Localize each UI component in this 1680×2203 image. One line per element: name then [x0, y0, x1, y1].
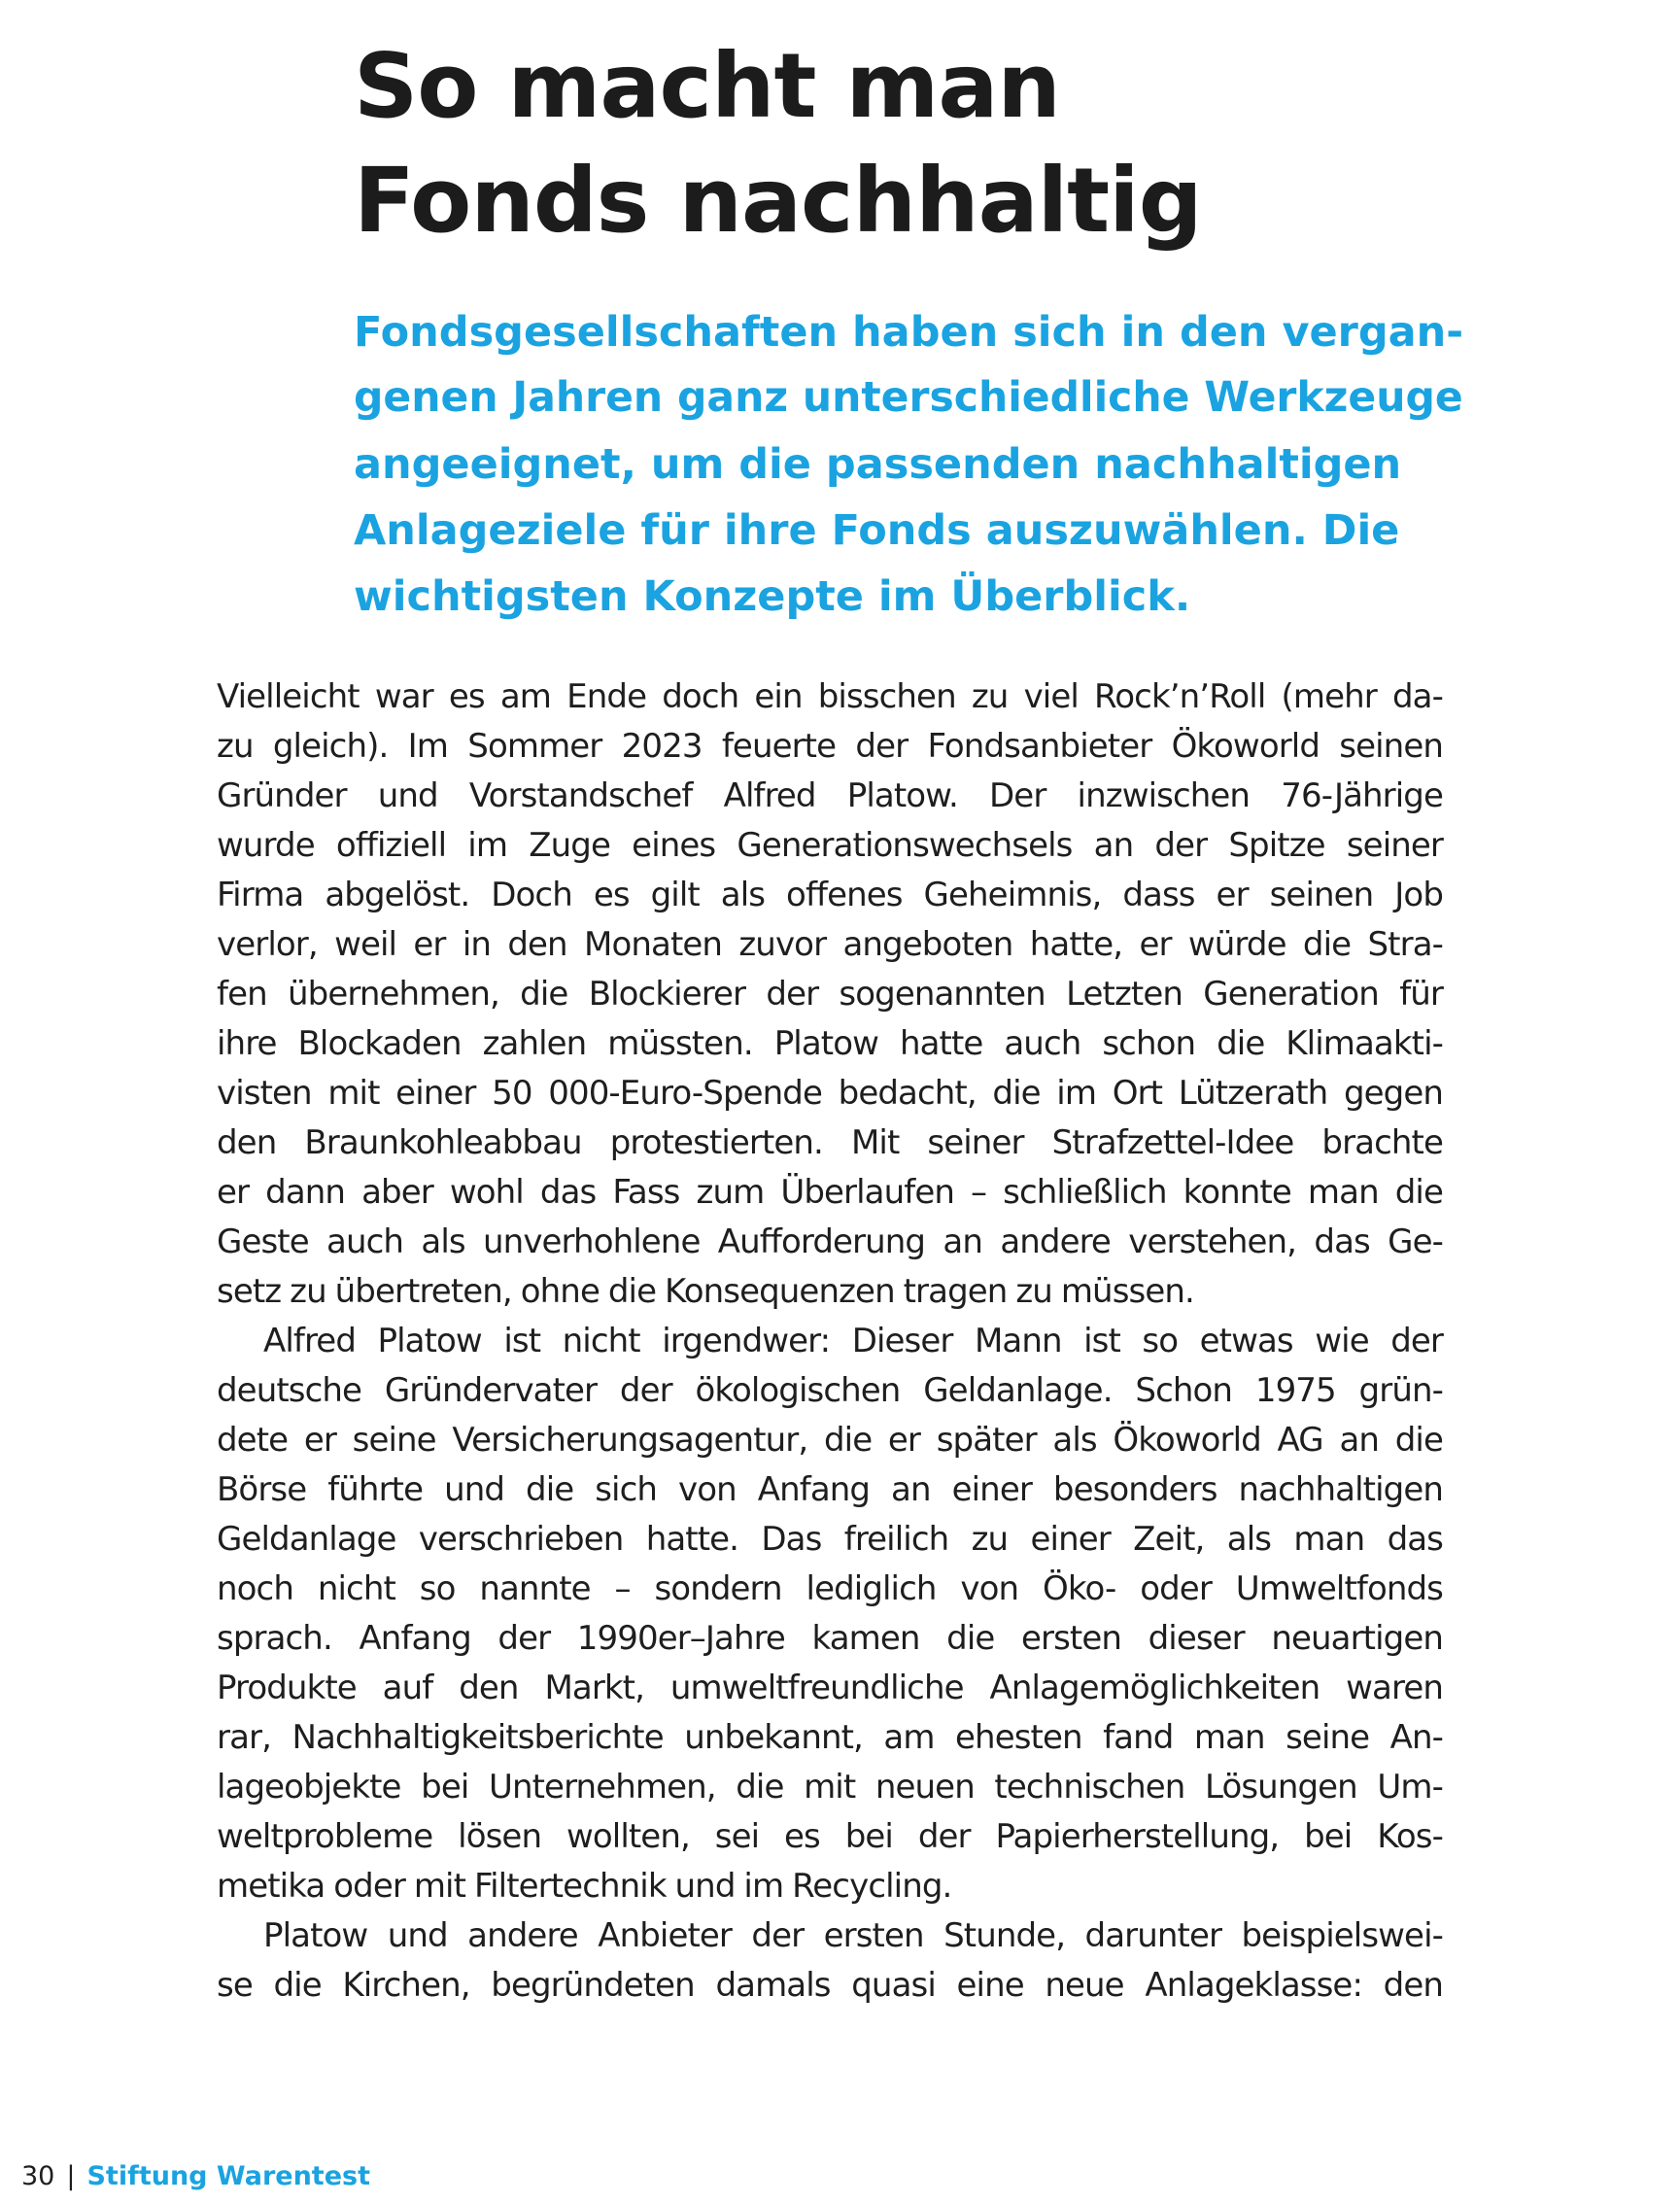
body-line: ihre Blockaden zahlen müssten. Platow hatte auch schon die Klimaakti- — [217, 1024, 1443, 1063]
body-line: fen übernehmen, die Blockierer der sogenannten Letzten Generation für — [217, 975, 1443, 1014]
body-line: deutsche Gründervater der ökologischen Geldanlage. Schon 1975 grün- — [217, 1371, 1443, 1410]
page-footer — [21, 2159, 370, 2194]
body-line: se die Kirchen, begründeten damals quasi eine neue Anlageklasse: den — [217, 1966, 1443, 2005]
lead-line: Fondsgesellschaften haben sich in den vergan- — [354, 308, 1464, 357]
body-line: metika oder mit Filtertechnik und im Recycling. — [217, 1867, 952, 1906]
body-line: rar, Nachhaltigkeitsberichte unbekannt, am ehesten fand man seine An- — [217, 1718, 1443, 1757]
body-line: Alfred Platow ist nicht irgendwer: Dieser Mann ist so etwas wie der — [263, 1322, 1443, 1360]
body-line: Platow und andere Anbieter der ersten Stunde, darunter beispielswei- — [263, 1916, 1443, 1955]
body-line: Gründer und Vorstandschef Alfred Platow. Der inzwischen 76-Jährige — [217, 776, 1443, 815]
body-line: Produkte auf den Markt, umweltfreundliche Anlagemöglichkeiten waren — [217, 1669, 1443, 1707]
page-number: 30 — [21, 2161, 55, 2191]
body-line: dete er seine Versicherungsagentur, die er später als Ökoworld AG an die — [217, 1421, 1443, 1460]
article-title — [354, 29, 1520, 258]
body-line: weltprobleme lösen wollten, sei es bei der Papierherstellung, bei Kos- — [217, 1817, 1443, 1856]
body-line: wurde offiziell im Zuge eines Generationswechsels an der Spitze seiner — [217, 826, 1443, 865]
body-line: noch nicht so nannte – sondern lediglich von Öko- oder Umweltfonds — [217, 1569, 1443, 1608]
body-line: zu gleich). Im Sommer 2023 feuerte der Fondsanbieter Ökoworld seinen — [217, 727, 1443, 766]
lead-line: wichtigsten Konzepte im Überblick. — [354, 572, 1191, 621]
article-title-line: So macht man — [354, 34, 1060, 138]
body-line: er dann aber wohl das Fass zum Überlaufen – schließlich konnte man die — [217, 1173, 1443, 1212]
body-line: Vielleicht war es am Ende doch ein bisschen zu viel Rock’n’Roll (mehr da- — [217, 677, 1443, 716]
body-line: Geldanlage verschrieben hatte. Das freilich zu einer Zeit, als man das — [217, 1520, 1443, 1559]
body-line: Geste auch als unverhohlene Aufforderung an andere verstehen, das Ge- — [217, 1222, 1443, 1261]
body-line: lageobjekte bei Unternehmen, die mit neuen technischen Lösungen Um- — [217, 1768, 1443, 1807]
lead-line: angeeignet, um die passenden nachhaltigen — [354, 440, 1402, 489]
body-line: visten mit einer 50 000-Euro-Spende bedacht, die im Ort Lützerath gegen — [217, 1074, 1443, 1113]
lead-line: Anlageziele für ihre Fonds auszuwählen. Die — [354, 506, 1400, 555]
body-line: Firma abgelöst. Doch es gilt als offenes Geheimnis, dass er seinen Job — [217, 876, 1443, 914]
body-line: setz zu übertreten, ohne die Konsequenzen tragen zu müssen. — [217, 1272, 1194, 1311]
article-body — [217, 672, 1443, 2011]
body-line: den Braunkohleabbau protestierten. Mit seiner Strafzettel-Idee brachte — [217, 1123, 1443, 1162]
publisher-name: Stiftung Warentest — [86, 2161, 370, 2191]
article-lead — [354, 299, 1471, 630]
footer-separator: | — [66, 2161, 76, 2191]
body-line: verlor, weil er in den Monaten zuvor angeboten hatte, er würde die Stra- — [217, 925, 1443, 964]
article-title-line: Fonds nachhaltig — [354, 149, 1202, 253]
body-line: Börse führte und die sich von Anfang an einer besonders nachhaltigen — [217, 1470, 1443, 1509]
lead-line: genen Jahren ganz unterschiedliche Werkzeuge — [354, 374, 1463, 422]
body-line: sprach. Anfang der 1990er–Jahre kamen die ersten dieser neuartigen — [217, 1619, 1443, 1658]
